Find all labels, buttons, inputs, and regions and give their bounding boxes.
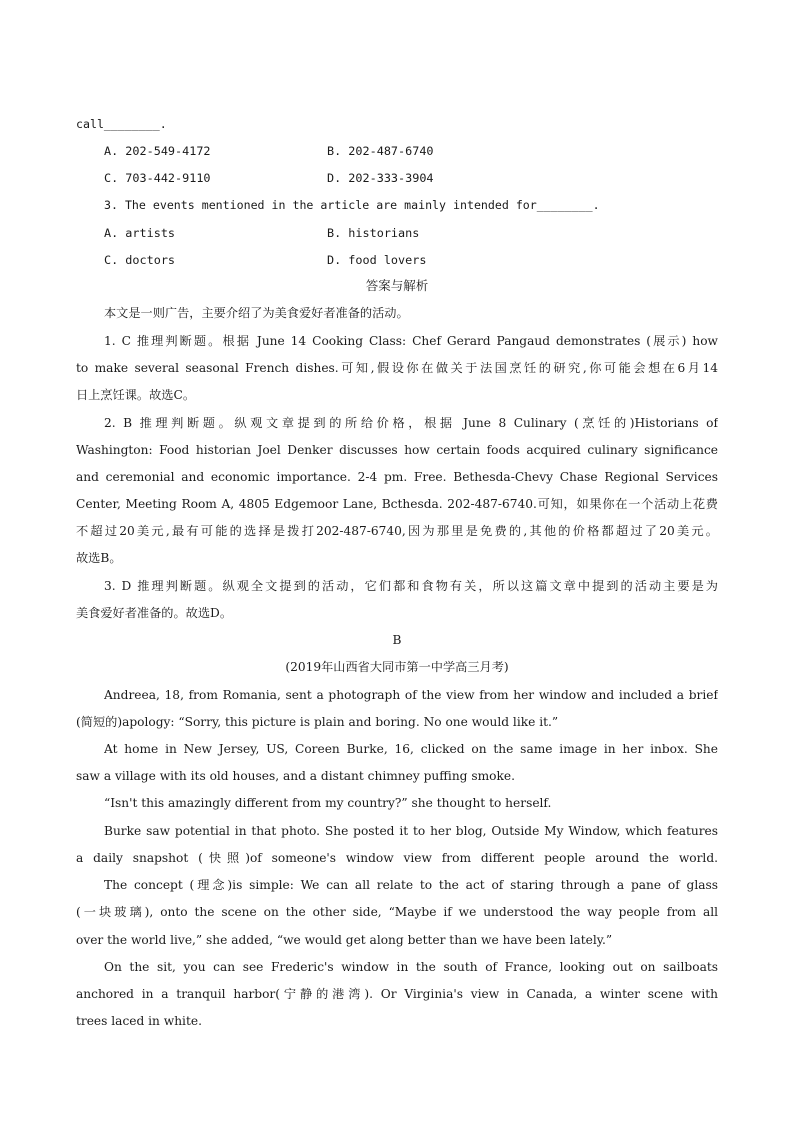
answer-3-line: 美食爱好者准备的。故选D。 [76,606,233,620]
q3-option-d: D. food lovers [327,253,427,267]
q3-option-b: B. historians [327,226,420,240]
q2-option-a: A. 202-549-4172 [104,144,211,158]
answers-intro: 本文是一则广告，主要介绍了为美食爱好者准备的活动。 [104,306,409,320]
passage-line: saw a village with its old houses, and a distant chimney puffing smoke. [76,769,515,783]
answer-2-line: 不超过20美元,最有可能的选择是拨打202-487-6740,因为那里是免费的,其他的价格都超过了20美元。 [76,524,718,538]
answer-1-line: to make several seasonal French dishes.可知,假设你在做关于法国烹饪的研究,你可能会想在6月14 [76,361,718,375]
passage-line: (一块玻璃), onto the scene on the other side, “Maybe if we understood the way people from all [76,905,718,919]
passage-line: At home in New Jersey, US, Coreen Burke, 16, clicked on the same image in her inbox. She [104,742,718,756]
passage-line: over the world live,” she added, “we would get along better than we have been lately.” [76,933,613,947]
answer-3-line: 3. D 推理判断题。纵观全文提到的活动，它们都和食物有关，所以这篇文章中提到的活动主要是为 [104,579,718,593]
q2-option-c: C. 703-442-9110 [104,171,211,185]
passage-line: Burke saw potential in that photo. She posted it to her blog, Outside My Window, which features [104,824,718,838]
passage-line: Andreea, 18, from Romania, sent a photograph of the view from her window and included a brief [104,688,718,702]
passage-line: trees laced in white. [76,1014,202,1028]
answer-1-line: 1. C 推理判断题。根据 June 14 Cooking Class: Chef Gerard Pangaud demonstrates (展示) how [104,334,718,348]
q3-option-a: A. artists [104,226,176,240]
q3-option-c: C. doctors [104,253,176,267]
passage-line: On the sit, you can see Frederic's window in the south of France, looking out on sailboats [104,960,718,974]
answers-heading: 答案与解析 [365,278,429,293]
passage-line: The concept (理念)is simple: We can all relate to the act of staring through a pane of glass [104,878,718,892]
answer-2-line: Center, Meeting Room A, 4805 Edgemoor Lane, Bcthesda. 202-487-6740.可知，如果你在一个活动上花费 [76,497,718,511]
passage-line: “Isn't this amazingly different from my country?” she thought to herself. [104,796,552,810]
passage-line: anchored in a tranquil harbor(宁静的港湾). Or Virginia's view in Canada, a winter scene with [76,987,718,1001]
passage-line: a daily snapshot (快照)of someone's window view from different people around the world. [76,851,718,865]
answer-2-line: 2. B 推理判断题。纵观文章提到的所给价格，根据 June 8 Culinary (烹饪的)Historians of [104,416,718,430]
answer-1-line: 日上烹饪课。故选C。 [76,388,196,402]
answer-2-line: Washington: Food historian Joel Denker discusses how certain foods acquired culinary significance [76,443,718,457]
passage-line: (简短的)apology: “Sorry, this picture is plain and boring. No one would like it.” [76,715,559,729]
question-3-stem: 3. The events mentioned in the article are mainly intended for________. [104,198,600,212]
section-source: (2019年山西省大同市第一中学高三月考) [285,660,509,674]
q2-option-b: B. 202-487-6740 [327,144,434,158]
section-letter: B [392,633,402,647]
answer-2-line: 故选B。 [76,551,122,565]
answer-2-line: and ceremonial and economic importance. 2-4 pm. Free. Bethesda-Chevy Chase Regional Services [76,470,718,484]
q2-option-d: D. 202-333-3904 [327,171,434,185]
question-2-tail: call________. [76,117,167,131]
